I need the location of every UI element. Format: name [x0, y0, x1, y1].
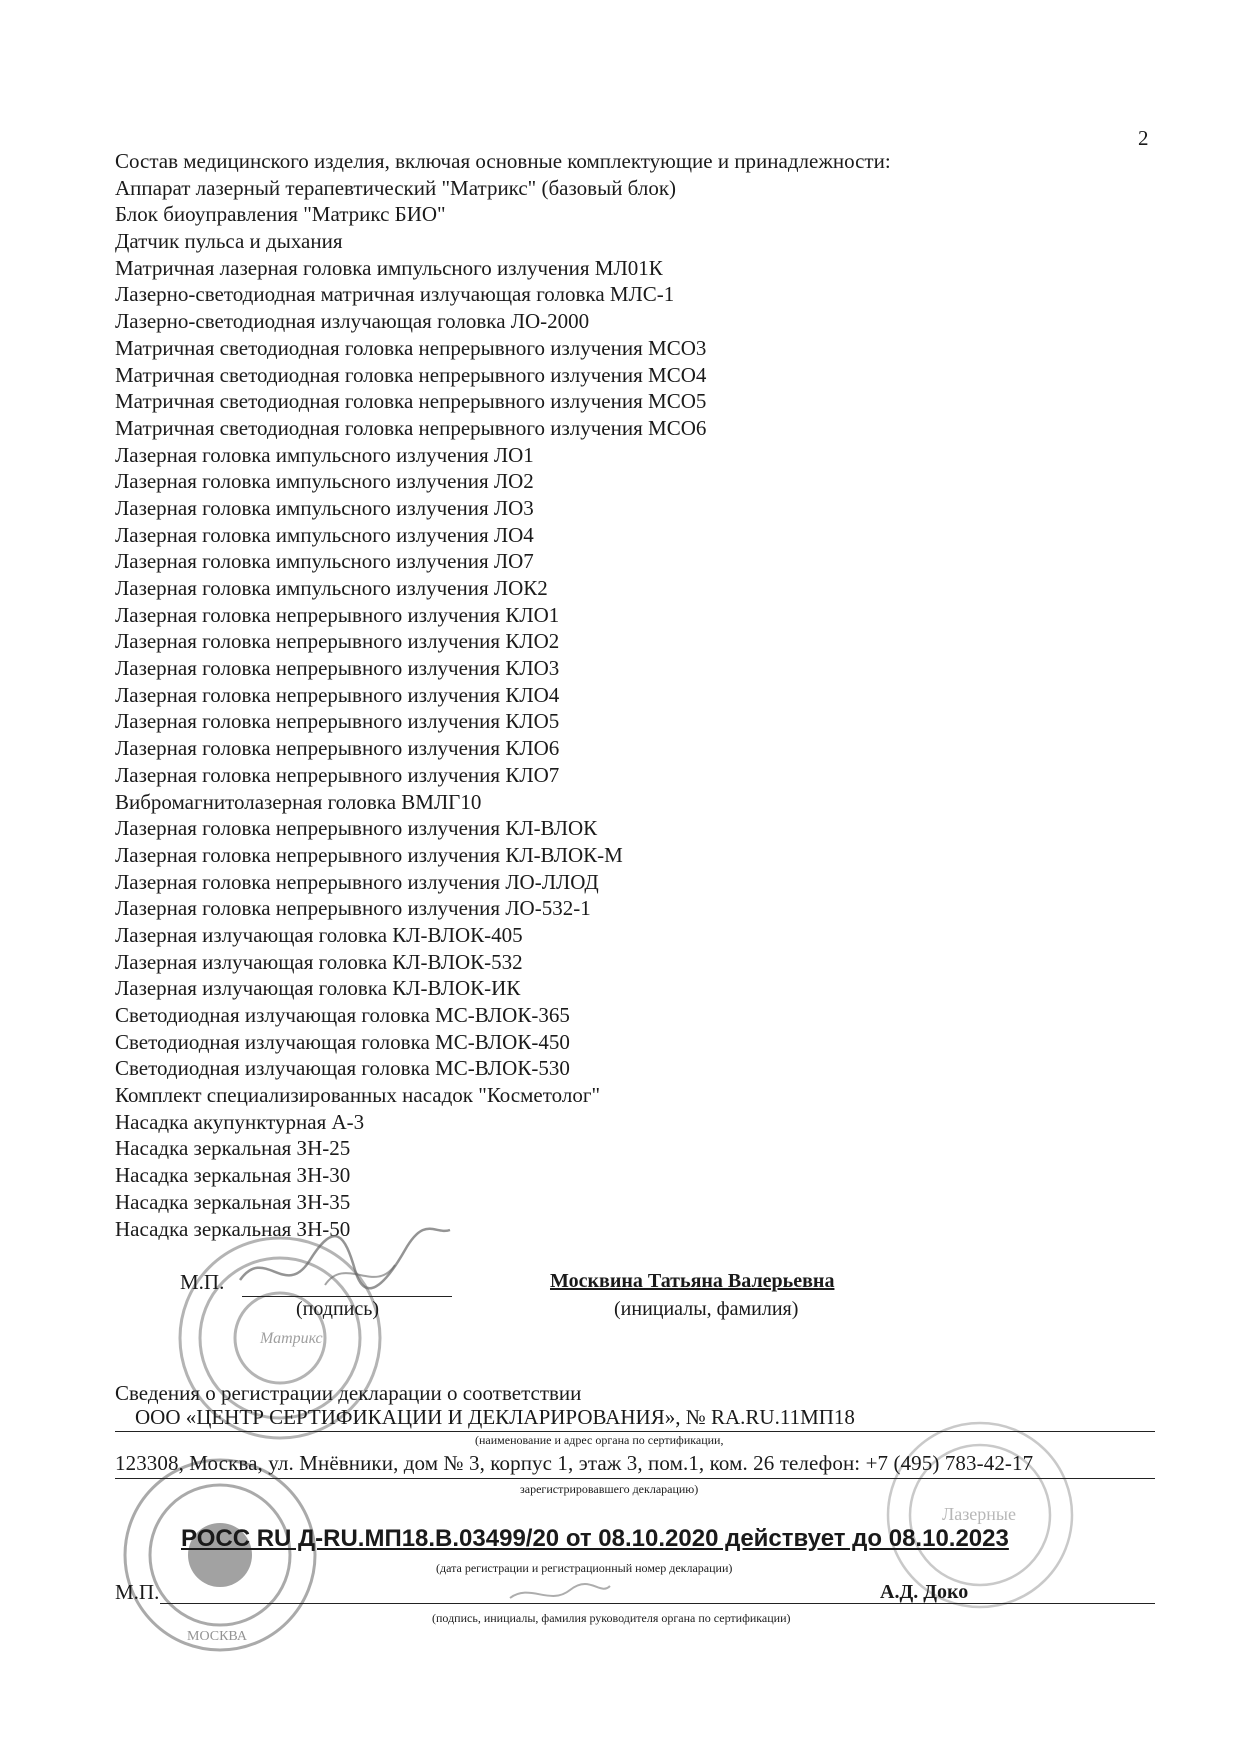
list-item: Матричная светодиодная головка непрерывного излучения МСО5: [115, 389, 707, 414]
list-item: Матричная лазерная головка импульсного излучения МЛ01К: [115, 255, 663, 280]
organization-address: 123308, Москва, ул. Мнёвники, дом № 3, корпус 1, этаж 3, пом.1, ком. 26 телефон: +7 (495) 783-42-17: [115, 1451, 1034, 1475]
list-item: Лазерная головка непрерывного излучения КЛО3: [115, 656, 560, 681]
person-name: Москвина Татьяна Валерьевна: [550, 1270, 835, 1292]
head-caption: (подпись, инициалы, фамилия руководителя органа по сертификации): [432, 1611, 791, 1625]
certification-organization: ООО «ЦЕНТР СЕРТИФИКАЦИИ И ДЕКЛАРИРОВАНИЯ», № RA.RU.11МП18: [135, 1405, 855, 1429]
list-item: Лазерная головка импульсного излучения ЛО3: [115, 495, 534, 520]
list-item: Насадка зеркальная ЗН-35: [115, 1189, 351, 1214]
list-item: Лазерная головка непрерывного излучения КЛО1: [115, 602, 560, 627]
list-item: Светодиодная излучающая головка МС-ВЛОК-365: [115, 1003, 570, 1027]
declaration-caption: (дата регистрации и регистрационный номер декларации): [436, 1561, 733, 1575]
declaration-number: РОСС RU Д-RU.МП18.В.03499/20 от 08.10.2020 действует до 08.10.2023: [181, 1525, 1009, 1552]
divider-line-c: [160, 1603, 1155, 1604]
list-item: Матричная светодиодная головка непрерывного излучения МСО3: [115, 335, 707, 360]
certification-body-stamp-seal: [115, 1450, 325, 1660]
list-item: Лазерная головка импульсного излучения ЛО7: [115, 549, 534, 574]
list-item: Аппарат лазерный терапевтический "Матрикс" (базовый блок): [115, 175, 677, 200]
list-heading: Состав медицинского изделия, включая основные комплектующие и принадлежности:: [115, 149, 891, 173]
list-item: Матричная светодиодная головка непрерывного излучения МСО6: [115, 415, 707, 440]
list-item: Лазерная головка непрерывного излучения КЛО4: [115, 682, 560, 707]
list-item: Лазерная головка непрерывного излучения КЛО5: [115, 709, 560, 734]
address-caption: зарегистрировавшего декларацию): [520, 1482, 699, 1496]
list-item: Лазерная головка непрерывного излучения КЛО6: [115, 736, 560, 761]
list-item: Насадка акупунктурная А-3: [115, 1109, 365, 1134]
list-item: Лазерная головка импульсного излучения ЛО2: [115, 469, 534, 494]
registration-title: Сведения о регистрации декларации о соответствии: [115, 1381, 582, 1405]
list-item: Вибромагнитолазерная головка ВМЛГ10: [115, 789, 482, 814]
list-item: Лазерная головка непрерывного излучения КЛО7: [115, 762, 560, 787]
list-item: Насадка зеркальная ЗН-25: [115, 1136, 351, 1161]
list-item: Лазерная головка непрерывного излучения КЛО2: [115, 629, 560, 654]
list-item: Лазерная излучающая головка КЛ-ВЛОК-532: [115, 949, 523, 974]
list-item: Лазерная головка непрерывного излучения ЛО-ЛЛОД: [115, 869, 599, 894]
list-item: Лазерная головка импульсного излучения ЛО4: [115, 522, 534, 547]
divider-line-b: [115, 1478, 1155, 1479]
list-item: Светодиодная излучающая головка МС-ВЛОК-450: [115, 1029, 570, 1054]
stamp-3-text: Лазерные: [942, 1504, 1017, 1524]
mp-label-2: М.П.: [115, 1580, 160, 1604]
list-item: Блок биоуправления "Матрикс БИО": [115, 202, 446, 227]
divider-line-a: [115, 1431, 1155, 1432]
list-item: Комплект специализированных насадок "Косметолог": [115, 1083, 601, 1108]
list-item: Лазерная излучающая головка КЛ-ВЛОК-ИК: [115, 976, 521, 1001]
signature-scribble-icon: [235, 1225, 455, 1305]
mp-label-1: М.П.: [180, 1270, 225, 1294]
list-item: Лазерная головка непрерывного излучения КЛ-ВЛОК: [115, 816, 598, 841]
signature-line-1: [242, 1296, 452, 1297]
head-name: А.Д. Доко: [880, 1581, 969, 1603]
organization-caption: (наименование и адрес органа по сертификации,: [475, 1433, 724, 1447]
list-item: Лазерная головка импульсного излучения ЛО1: [115, 442, 534, 467]
list-item: Насадка зеркальная ЗН-50: [115, 1216, 351, 1241]
list-item: Лазерно-светодиодная матричная излучающая головка МЛС-1: [115, 282, 675, 307]
list-item: Лазерная головка импульсного излучения ЛОК2: [115, 576, 548, 600]
component-list: [115, 148, 1115, 1242]
signature-caption-1: (подпись): [296, 1298, 380, 1320]
list-item: Матричная светодиодная головка непрерывного излучения МСО4: [115, 362, 707, 387]
list-item: Светодиодная излучающая головка МС-ВЛОК-530: [115, 1056, 570, 1081]
stamp-2-text: МОСКВА: [187, 1629, 247, 1644]
list-item: Лазерно-светодиодная излучающая головка ЛО-2000: [115, 309, 590, 334]
list-item: Датчик пульса и дыхания: [115, 229, 343, 254]
list-item: Лазерная головка непрерывного излучения ЛО-532-1: [115, 896, 591, 921]
list-item: Лазерная излучающая головка КЛ-ВЛОК-405: [115, 922, 523, 947]
list-item: Лазерная головка непрерывного излучения КЛ-ВЛОК-М: [115, 842, 623, 867]
page-number: 2: [1138, 126, 1149, 150]
initials-caption: (инициалы, фамилия): [614, 1298, 799, 1320]
stamp-1-text: Матрикс: [260, 1330, 323, 1347]
list-item: Насадка зеркальная ЗН-30: [115, 1163, 351, 1188]
